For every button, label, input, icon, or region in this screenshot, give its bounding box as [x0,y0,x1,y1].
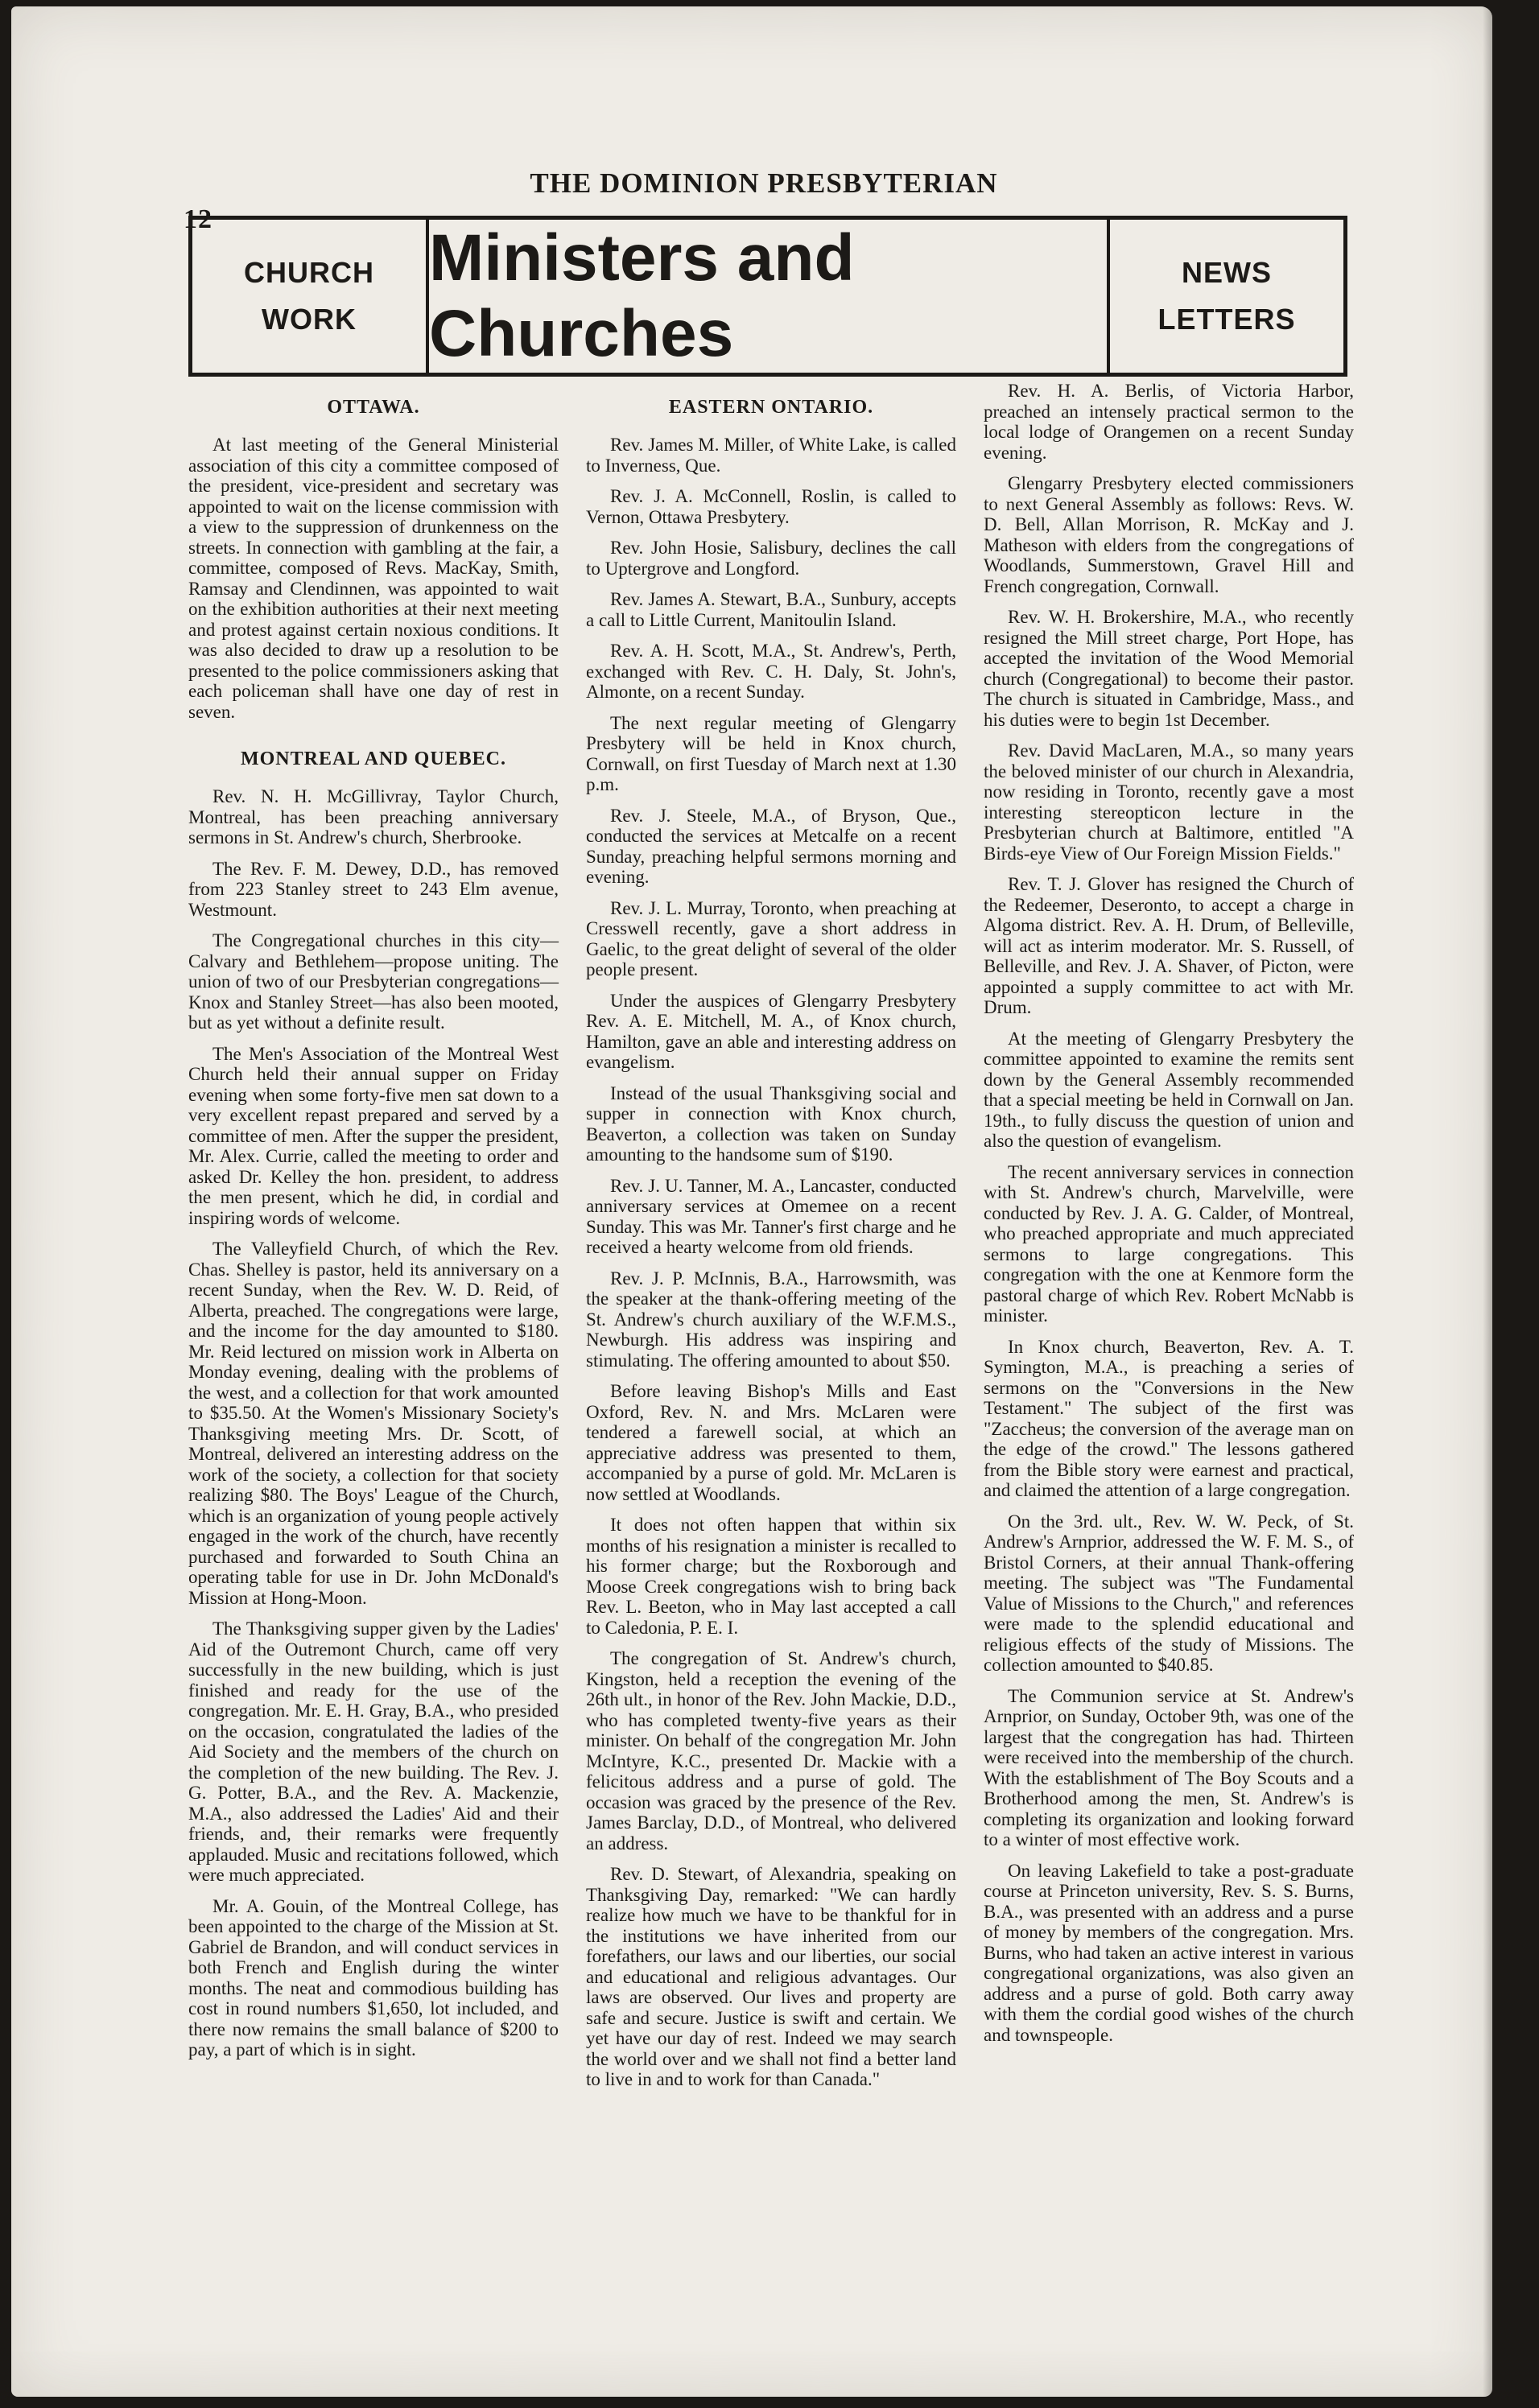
news-paragraph: At last meeting of the General Ministerial association of this city a committee composed of the president, vice-president and secretary was appointed to wait on the license commission with a view to the suppression of drunkenness on the streets. In connection with gambling at the fair, a committee, composed of Revs. MacKay, Smith, Ramsay and Clendinnen, was appointed to wait on the exhibition authorities at their next meeting and protest against certain noxious conditions. It was also decided to draw up a resolution to be presented to the police commissioners asking that each policeman shall have one day of rest in seven. [188,435,559,722]
banner-right-box [1107,220,1343,373]
scan-edge-shadow [1483,0,1539,2408]
banner-title: Ministers and Churches [429,221,855,370]
news-paragraph: Rev. J. A. McConnell, Roslin, is called to Vernon, Ottawa Presbytery. [586,486,956,527]
news-paragraph: Mr. A. Gouin, of the Montreal College, has been appointed to the charge of the Mission at St. Gabriel de Brandon, and will conduct services in both French and English during the winter months. The neat and commodious building has cost in round numbers $1,650, lot included, and there now remains the small balance of $200 to pay, a part of which is in sight. [188,1895,559,2060]
banner-right-line1: NEWS [1182,256,1272,289]
section-banner [188,216,1347,377]
news-paragraph: At the meeting of Glengarry Presbytery the committee appointed to examine the remits sent down by the General Assembly recommended that a special meeting be held in Cornwall on Jan. 19th., to fully discuss the question of union and also the question of evangelism. [984,1028,1354,1151]
news-paragraph: Rev. J. P. McInnis, B.A., Harrowsmith, was the speaker at the thank-offering meeting of the St. Andrew's church auxiliary of the W.F.M.S., Newburgh. His address was inspiring and stimulating. The offering amounted to about $50. [586,1268,956,1371]
banner-left-line1: CHURCH [244,256,374,289]
column-2 [586,397,956,2101]
news-paragraph: The congregation of St. Andrew's church, Kingston, held a reception the evening of the 26th ult., in honor of the Rev. John Mackie, D.D., who has completed twenty-five years as their minister. On behalf of the congregation Mr. John McIntyre, K.C., presented Dr. Mackie with a felicitous address and a purse of gold. The occasion was graced by the presence of the Rev. James Barclay, D.D., of Montreal, who delivered an address. [586,1648,956,1853]
news-paragraph: Rev. N. H. McGillivray, Taylor Church, Montreal, has been preaching anniversary sermons in St. Andrew's church, Sherbrooke. [188,786,559,847]
running-head [180,167,1351,234]
news-paragraph: Glengarry Presbytery elected commissioners to next General Assembly as follows: Revs. W. D. Bell, Allan Morrison, R. McKay and J. Matheson with elders from the congregations of Woodlands, Summerstown, Gravel Hill and French congregation, Cornwall. [984,473,1354,596]
column-1 [188,397,559,2101]
spacer [188,732,559,748]
news-paragraph: The recent anniversary services in connection with St. Andrew's church, Marvelville, were conducted by Rev. J. A. G. Calder, of Montreal, who preached appropriate and much appreciated sermons to large congregations. This congregation with the one at Kenmore form the pastoral charge of which Rev. Robert McNabb is minister. [984,1161,1354,1326]
news-paragraph: Rev. W. H. Brokershire, M.A., who recently resigned the Mill street charge, Port Hope, has accepted the invitation of the Wood Memorial church (Congregational) to become their pastor. The church is situated in Cambridge, Mass., and his duties were to begin 1st December. [984,607,1354,730]
banner-right-line2: LETTERS [1157,303,1296,336]
news-paragraph: The Congregational churches in this city—Calvary and Bethlehem—propose uniting. The union of two of our Presbyterian congregations—Knox and Stanley Street—has also been mooted, but as yet without a definite result. [188,930,559,1033]
news-paragraph: The Men's Association of the Montreal West Church held their annual supper on Friday evening when some forty-five men sat down to a very excellent repast prepared and served by a committee of men. After the supper the president, Mr. Alex. Currie, called the meeting to order and asked Dr. Kelley the hon. president, to address the men present, which he did, in cordial and inspiring words of welcome. [188,1043,559,1228]
news-paragraph: It does not often happen that within six months of his resignation a minister is recalled to his former charge; but the Roxborough and Moose Creek congregations wish to bring back Rev. L. Beeton, who in May last accepted a call to Caledonia, P. E. I. [586,1515,956,1638]
news-paragraph: Rev. A. H. Scott, M.A., St. Andrew's, Perth, exchanged with Rev. C. H. Daly, St. John's, Almonte, on a recent Sunday. [586,641,956,702]
news-paragraph: The Rev. F. M. Dewey, D.D., has removed from 223 Stanley street to 243 Elm avenue, Westmount. [188,858,559,920]
news-paragraph: Rev. H. A. Berlis, of Victoria Harbor, preached an intensely practical sermon to the local lodge of Orangemen on a recent Sunday evening. [984,381,1354,463]
news-paragraph: On the 3rd. ult., Rev. W. W. Peck, of St. Andrew's Arnprior, addressed the W. F. M. S., of Bristol Corners, at their annual Thank-offering meeting. The subject was "The Fundamental Value of Missions to the Church," and references were made to the splendid educational and religious effects of the study of Missions. The collection amounted to $40.85. [984,1511,1354,1675]
news-paragraph: The Valleyfield Church, of which the Rev. Chas. Shelley is pastor, held its anniversary on a recent Sunday, when the Rev. W. D. Reid, of Alberta, preached. The congregations were large, and the income for the day amounted to $180. Mr. Reid lectured on mission work in Alberta on Monday evening, dealing with the problems of the west, and a collection for that work amounted to $35.50. At the Women's Missionary Society's Thanksgiving meeting Mrs. Dr. Scott, of Montreal, delivered an interesting address on the work of the society, a collection for that society realizing $80. The Boys' League of the Church, which is an organization of young people actively engaged in the work of the church, have recently purchased and forwarded to South China an operating table for use in Dr. John McDonald's Mission at Hong-Moon. [188,1239,559,1608]
news-paragraph: On leaving Lakefield to take a post-graduate course at Princeton university, Rev. S. S. Burns, B.A., was presented with an address and a purse of money by members of the congregation. Mrs. Burns, who had taken an active interest in various congregational organizations, was also given an address and a purse of gold. Both carry away with them the cordial good wishes of the church and townspeople. [984,1860,1354,2045]
section-heading-ottawa: OTTAWA. [327,397,420,418]
news-paragraph: Rev. David MacLaren, M.A., so many years the beloved minister of our church in Alexandria, now residing in Toronto, recently gave a most interesting stereopticon lecture in the Presbyterian church at Baltimore, entitled "A Birds-eye View of Our Foreign Mission Fields." [984,740,1354,864]
news-paragraph: Rev. J. L. Murray, Toronto, when preaching at Cresswell recently, gave a short address in Gaelic, to the great delight of several of the older people present. [586,897,956,979]
banner-left-box [192,220,429,373]
news-paragraph: Rev. James A. Stewart, B.A., Sunbury, accepts a call to Little Current, Manitoulin Island. [586,589,956,630]
banner-left-line2: WORK [262,303,357,336]
news-paragraph: The next regular meeting of Glengarry Presbytery will be held in Knox church, Cornwall, on first Tuesday of March next at 1.30 p.m. [586,712,956,794]
page-paper [11,6,1492,2397]
news-paragraph: Rev. J. Steele, M.A., of Bryson, Que., conducted the services at Metcalfe on a recent Sunday, preaching helpful sermons morning and evening. [586,805,956,887]
news-paragraph: The Thanksgiving supper given by the Ladies' Aid of the Outremont Church, came off very successfully in the new building, which is just finished and ready for the use of the congregation. Mr. E. H. Gray, B.A., who presided on the occasion, congratulated the ladies of the Aid Society and the members of the church on the completion of the new building. The Rev. J. G. Potter, B.A., and the Rev. A. Mackenzie, M.A., also addressed the Ladies' Aid and their friends, and, their remarks were frequently applauded. Music and recitations followed, which were much appreciated. [188,1618,559,1885]
news-paragraph: Under the auspices of Glengarry Presbytery Rev. A. E. Mitchell, M. A., of Knox church, Hamilton, gave an able and interesting address on evangelism. [586,990,956,1072]
column-3 [984,381,1354,2101]
news-paragraph: In Knox church, Beaverton, Rev. A. T. Symington, M.A., is preaching a series of sermons on the "Conversions in the New Testament." The subject of the first was "Zaccheus; the conversion of the average man on the edge of the crowd." The lessons gathered from the Bible story were earnest and practical, and claimed the attention of a large congregation. [984,1336,1354,1500]
section-heading-eastern-ontario: EASTERN ONTARIO. [668,397,874,418]
journal-title: THE DOMINION PRESBYTERIAN [530,167,998,199]
news-paragraph: Instead of the usual Thanksgiving social and supper in connection with Knox church, Beaverton, a collection was taken on Sunday amounting to the handsome sum of $190. [586,1082,956,1165]
page-content [180,167,1354,2089]
news-paragraph: Rev. T. J. Glover has resigned the Church of the Redeemer, Deseronto, to accept a charge in Algoma district. Rev. A. H. Drum, of Belleville, will act as interim moderator. Mr. S. Russell, of Belleville, and Rev. J. A. Shaver, of Picton, were appointed a supply committee to act with Mr. Drum. [984,874,1354,1017]
news-paragraph: Rev. D. Stewart, of Alexandria, speaking on Thanksgiving Day, remarked: "We can hardly realize how much we have to be thankful for in the institutions we have inherited from our forefathers, our laws and our liberties, our social and educational and religious advantages. Our laws are observed. Our lives and property are safe and secure. Justice is swift and certain. We yet have our day of rest. Indeed we may search the world over and we shall not find a better land to live in and to work for than Canada." [586,1864,956,2089]
news-paragraph: The Communion service at St. Andrew's Arnprior, on Sunday, October 9th, was one of the largest that the congregation has had. Thirteen were received into the membership of the church. With the establishment of The Boy Scouts and a Brotherhood among the men, St. Andrew's is completing its organization and looking forward to a winter of most effective work. [984,1685,1354,1849]
section-heading-montreal: MONTREAL AND QUEBEC. [240,748,507,769]
news-paragraph: Rev. J. U. Tanner, M. A., Lancaster, conducted anniversary services at Omemee on a recent Sunday. This was Mr. Tanner's first charge and he received a hearty welcome from old friends. [586,1175,956,1257]
news-paragraph: Rev. John Hosie, Salisbury, declines the call to Uptergrove and Longford. [586,538,956,579]
page-number: 12 [184,204,212,234]
news-paragraph: Before leaving Bishop's Mills and East Oxford, Rev. N. and Mrs. McLaren were tendered a farewell social, at which an appreciative address was presented to them, accompanied by a purse of gold. Mr. McLaren is now settled at Woodlands. [586,1381,956,1504]
article-columns [188,381,1355,2101]
news-paragraph: Rev. James M. Miller, of White Lake, is called to Inverness, Que. [586,435,956,476]
